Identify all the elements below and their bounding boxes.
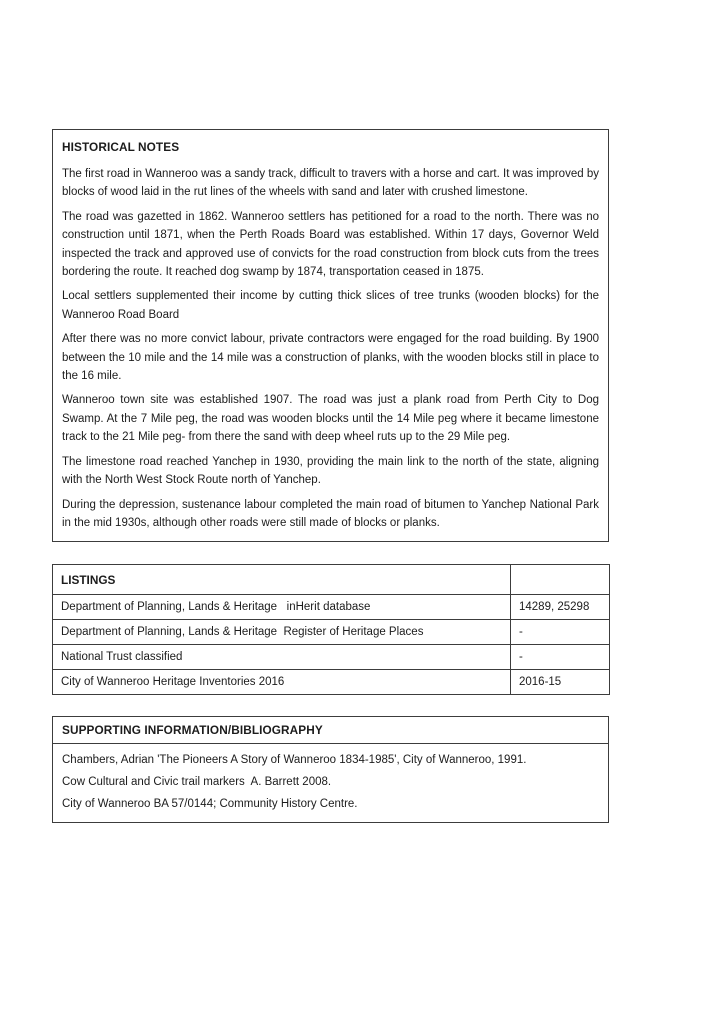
historical-notes-title: HISTORICAL NOTES (62, 140, 180, 154)
historical-notes-paragraph: The limestone road reached Yanchep in 1930, providing the main link to the north of the state, aligning with the North West Stock Route north of Yanchep. (62, 455, 599, 487)
listing-label: National Trust classified (53, 645, 511, 670)
historical-notes-paragraph: During the depression, sustenance labour completed the main road of bitumen to Yanchep National Park in the mid 1930s, although other roads were still made of blocks or planks. (62, 498, 599, 529)
historical-notes-paragraph: The road was gazetted in 1862. Wanneroo settlers has petitioned for a road to the north. There was no construction until 1871, when the Perth Roads Board was established. Within 17 days, Governor Weld inspected the track and approved use of convicts for the road construction from block cuts from the trees bordering the route. It reached dog swamp by 1874, transportation ceased in 1875. (62, 210, 599, 279)
historical-notes-paragraph: Local settlers supplemented their income by cutting thick slices of tree trunks (wooden blocks) for the Wanneroo Road Board (62, 290, 599, 321)
historical-notes-paragraph: Wanneroo town site was established 1907. The road was just a plank road from Perth City to Dog Swamp. At the 7 Mile peg, the road was wooden blocks until the 14 Mile peg where it became limestone track to the 21 Mile peg- from there the sand with deep wheel ruts up to the 29 Mile peg. (62, 394, 599, 444)
listing-label: City of Wanneroo Heritage Inventories 2016 (53, 670, 511, 695)
historical-notes-paragraph: After there was no more convict labour, private contractors were engaged for the road building. By 1900 between the 10 mile and the 14 mile was a construction of planks, with the wooden blocks still in place to the 16 mile. (62, 333, 599, 383)
listing-label: Department of Planning, Lands & Heritage inHerit database (53, 595, 511, 620)
listing-value: 14289, 25298 (511, 595, 610, 620)
listing-value: - (511, 645, 610, 670)
supporting-information-body (53, 744, 608, 821)
listings-row (53, 645, 610, 670)
listings-row (53, 595, 610, 620)
listing-value: - (511, 620, 610, 645)
listings-header-value-cell (511, 565, 610, 595)
historical-notes-section (52, 129, 609, 542)
document-content (52, 129, 609, 823)
listing-value: 2016-15 (511, 670, 610, 695)
bibliography-entry: Cow Cultural and Civic trail markers A. Barrett 2008. (62, 776, 332, 789)
bibliography-entry: Chambers, Adrian 'The Pioneers A Story of Wanneroo 1834-1985', City of Wanneroo, 1991. (62, 754, 527, 767)
supporting-information-section (52, 716, 609, 822)
supporting-information-title: SUPPORTING INFORMATION/BIBLIOGRAPHY (53, 717, 608, 744)
listings-table (52, 564, 610, 695)
listings-row (53, 670, 610, 695)
historical-notes-paragraph: The first road in Wanneroo was a sandy track, difficult to travers with a horse and cart. It was improved by blocks of wood laid in the rut lines of the wheels with sand and later with crushed limestone. (62, 168, 599, 199)
listings-header-row (53, 565, 610, 595)
listings-row (53, 620, 610, 645)
listings-title: LISTINGS (53, 565, 511, 595)
listing-label: Department of Planning, Lands & Heritage Register of Heritage Places (53, 620, 511, 645)
bibliography-entry: City of Wanneroo BA 57/0144; Community History Centre. (62, 797, 358, 810)
